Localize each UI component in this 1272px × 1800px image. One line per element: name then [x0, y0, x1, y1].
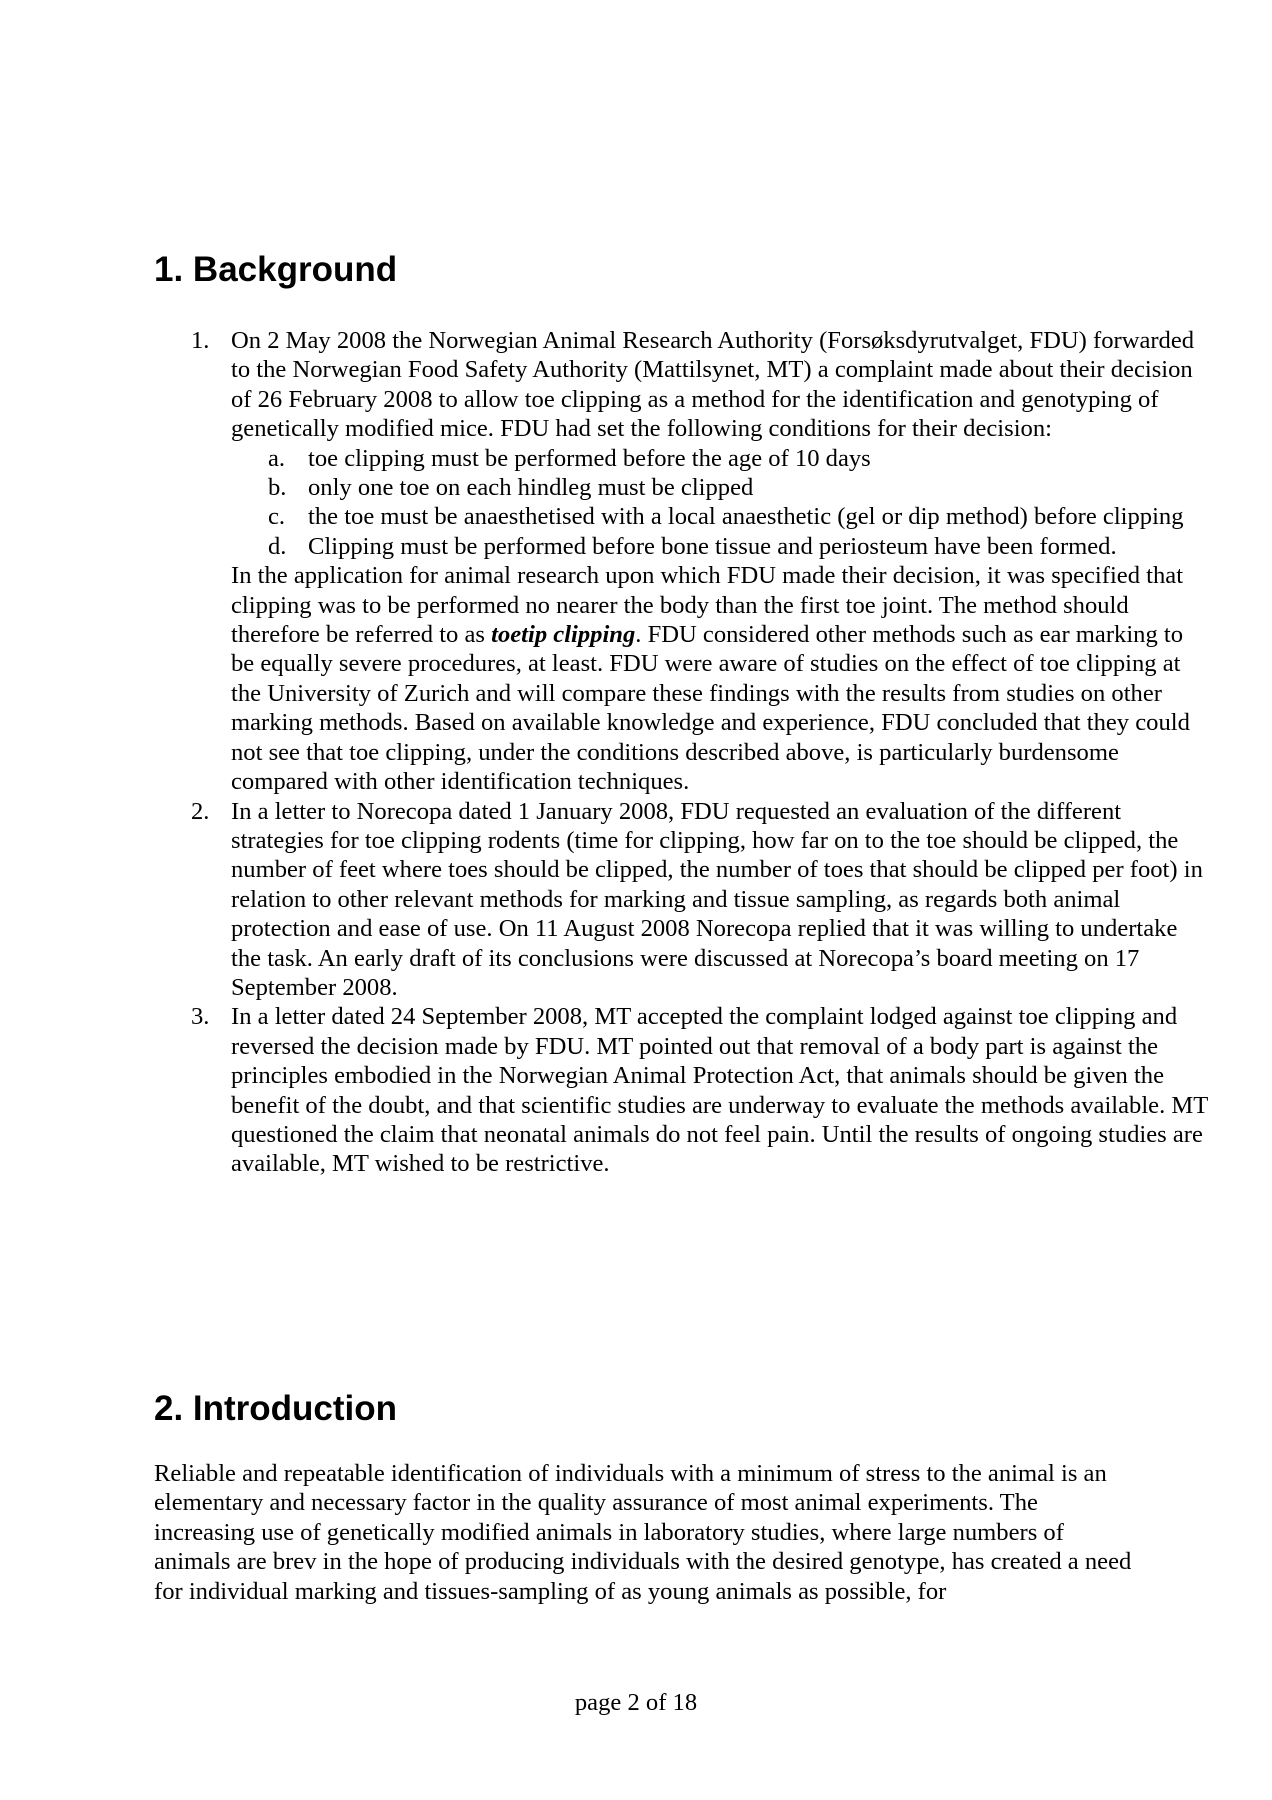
background-item-1: [231, 326, 1211, 797]
paragraph-text-after: . FDU considered other methods such as ear marking to be equally severe procedures, at least. FDU were aware of studies on the effect of toe clipping at the University of Zurich and will compare these findings with the results from studies on other marking methods. Based on available knowledge and experience, FDU concluded that they could not see that toe clipping, under the conditions described above, is particularly burdensome compared with other identification techniques.: [231, 621, 1190, 796]
conditions-list: [231, 444, 1211, 562]
background-item-2: [231, 797, 1211, 1003]
introduction-paragraph: Reliable and repeatable identification of individuals with a minimum of stress to the animal is an elementary and necessary factor in the quality assurance of most animal experiments. The increasing use of genetically modified animals in laboratory studies, where large numbers of animals are brev in the hope of producing individuals with the desired genotype, has created a need for individual marking and tissues-sampling of as young animals as possible, for: [154, 1460, 1132, 1605]
emphasis-term: toetip clipping: [491, 621, 636, 649]
paragraph-text-before: In the application for animal research upon which FDU made their decision, it was specified that clipping was to be performed no nearer the body than the first toe joint. The method should therefore be referred to as: [231, 562, 1184, 649]
background-item-3-text: In a letter dated 24 September 2008, MT accepted the complaint lodged against toe clipping and reversed the decision made by FDU. MT pointed out that removal of a body part is against the principles embodied in the Norwegian Animal Protection Act, that animals should be given the benefit of the doubt, and that scientific studies are underway to evaluate the methods available. MT questioned the claim that neonatal animals do not feel pain. Until the results of ongoing studies are available, MT wished to be restrictive.: [231, 1003, 1208, 1178]
condition-c: the toe must be anaesthetised with a local anaesthetic (gel or dip method) before clipping: [308, 503, 1184, 531]
condition-a: toe clipping must be performed before the age of 10 days: [308, 444, 871, 472]
background-item-1-paragraph: [231, 561, 1211, 796]
page-number: page 2 of 18: [574, 1689, 698, 1716]
background-list: [154, 326, 1211, 1179]
condition-d: Clipping must be performed before bone tissue and periosteum have been formed.: [308, 532, 1117, 560]
section-heading-background: 1. Background: [154, 250, 398, 289]
section-heading-introduction: 2. Introduction: [154, 1389, 398, 1428]
background-item-2-text: In a letter to Norecopa dated 1 January 2008, FDU requested an evaluation of the different strategies for toe clipping rodents (time for clipping, how far on to the toe should be clipped, the number of feet where toes should be clipped, the number of toes that should be clipped per foot) in relation to other relevant methods for marking and tissue sampling, as regards both animal protection and ease of use. On 11 August 2008 Norecopa replied that it was willing to undertake the task. An early draft of its conclusions were discussed at Norecopa’s board meeting on 17 September 2008.: [231, 797, 1203, 1001]
condition-b: only one toe on each hindleg must be clipped: [308, 474, 754, 502]
background-item-1-intro: On 2 May 2008 the Norwegian Animal Research Authority (Forsøksdyrutvalget, FDU) forwarded to the Norwegian Food Safety Authority (Mattilsynet, MT) a complaint made about their decision of 26 February 2008 to allow toe clipping as a method for the identification and genotyping of genetically modified mice. FDU had set the following conditions for their decision:: [231, 327, 1195, 443]
background-item-3: [231, 1002, 1211, 1178]
